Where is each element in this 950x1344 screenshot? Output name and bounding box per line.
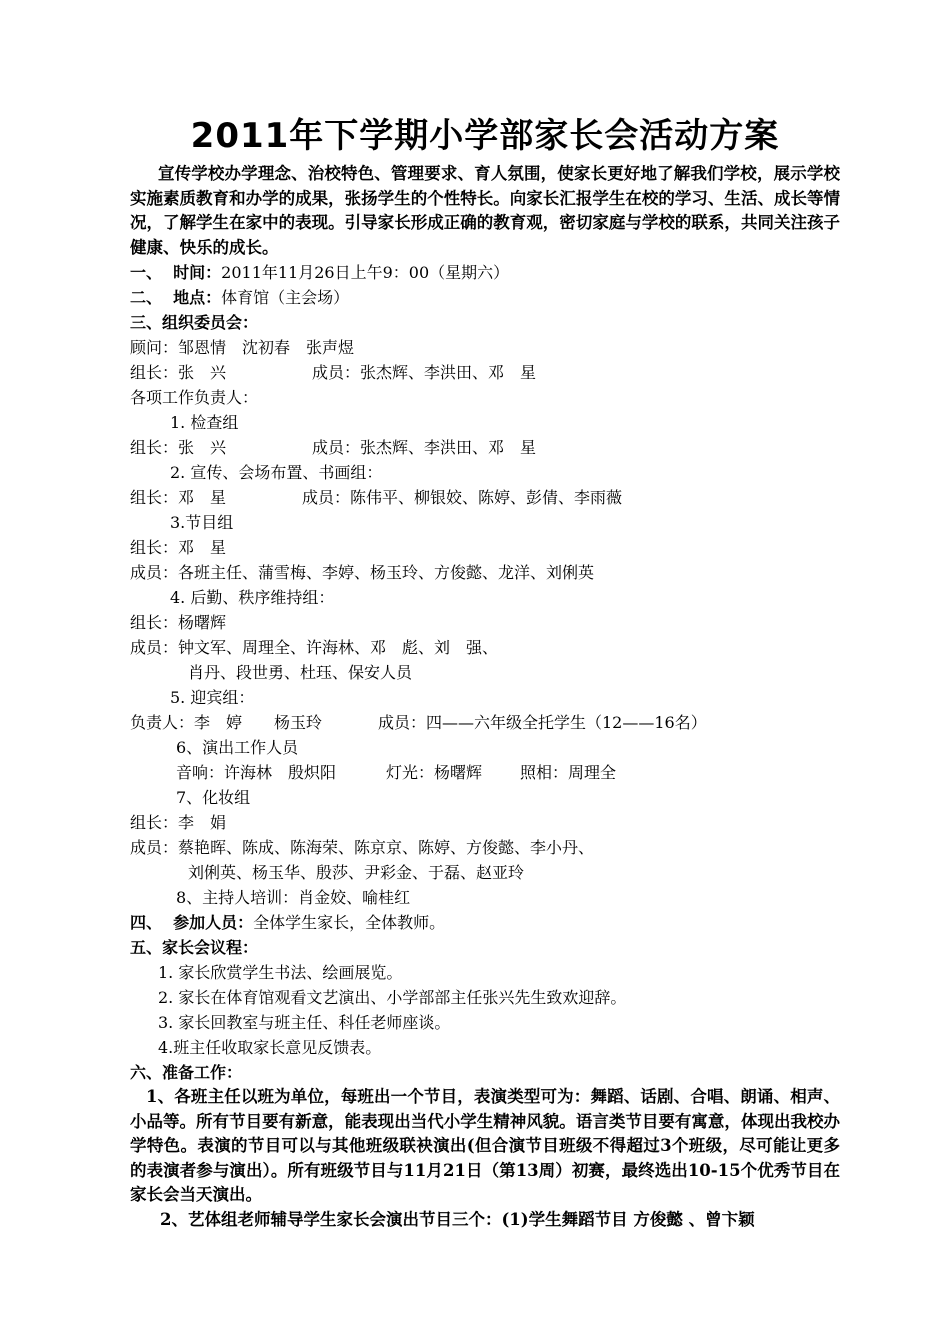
group3-leader: 组长：邓 星	[130, 538, 227, 557]
main-members: 成员：张杰辉、李洪田、邓 星	[312, 363, 537, 382]
section-place-label: 二、 地点：	[130, 288, 222, 307]
group4-name: 4. 后勤、秩序维持组：	[170, 588, 335, 607]
agenda-item-2: 2. 家长在体育馆观看文艺演出、小学部部主任张兴先生致欢迎辞。	[158, 988, 627, 1007]
section-committee-heading: 三、组织委员会：	[130, 313, 259, 332]
group2-leader: 组长：邓 星	[130, 488, 227, 507]
group3-name: 3.节目组	[170, 513, 234, 532]
group5-members: 成员：四——六年级全托学生（12——16名）	[378, 713, 707, 732]
group6-name: 6、演出工作人员	[176, 738, 299, 757]
group6-lighting: 灯光：杨曙辉	[386, 763, 483, 782]
group6-staff	[130, 760, 840, 785]
section-time-label: 一、 时间：	[130, 263, 222, 282]
group1-line	[130, 435, 840, 460]
preparation-paragraph-1: 1、各班主任以班为单位，每班出一个节目，表演类型可为：舞蹈、话剧、合唱、朗诵、相声、小品等。所有节目要有新意，能表现出当代小学生精神风貌。语言类节目要有寓意，体现出我校办学特色。表演的节目可以与其他班级联袂演出(但合演节目班级不得超过3个班级，尽可能让更多的表演者参与演出）。所有班级节目与11月21日（第13周）初赛，最终选出10-15个优秀节目在家长会当天演出。	[130, 1087, 840, 1204]
group7-members-1: 成员：蔡艳晖、陈成、陈海荣、陈京京、陈婷、方俊懿、李小丹、	[130, 838, 595, 857]
section-participants-label: 四、 参加人员：	[130, 913, 254, 932]
heads-label: 各项工作负责人：	[130, 388, 259, 407]
group5-leaders: 负责人：李 婷 杨玉玲	[130, 713, 323, 732]
intro-paragraph: 宣传学校办学理念、治校特色、管理要求、育人氛围，使家长更好地了解我们学校，展示学校实施素质教育和办学的成果，张扬学生的个性特长。向家长汇报学生在校的学习、生活、成长等情况，了解学生在家中的表现。引导家长形成正确的教育观，密切家庭与学校的联系，共同关注孩子健康、快乐的成长。	[130, 164, 840, 257]
agenda-item-4: 4.班主任收取家长意见反馈表。	[158, 1038, 382, 1057]
group6-photo: 照相：周理全	[520, 763, 617, 782]
section-participants-value: 全体学生家长，全体教师。	[253, 913, 446, 932]
group4-members-2: 肖丹、段世勇、杜珏、保安人员	[188, 663, 413, 682]
group2-line	[130, 485, 840, 510]
group8-host-training: 8、主持人培训：肖金姣、喻桂红	[176, 888, 411, 907]
section-place-value: 体育馆（主会场）	[221, 288, 350, 307]
document-title: 2011年下学期小学部家长会活动方案	[190, 116, 780, 156]
section-participants	[130, 910, 840, 935]
group4-members-1: 成员：钟文军、周理全、许海林、邓 彪、刘 强、	[130, 638, 499, 657]
group7-leader: 组长：李 娟	[130, 813, 227, 832]
group3-members: 成员：各班主任、蒲雪梅、李婷、杨玉玲、方俊懿、龙洋、刘俐英	[130, 563, 595, 582]
group6-sound: 音响：许海林 殷炽阳	[176, 763, 337, 782]
agenda-item-1: 1. 家长欣赏学生书法、绘画展览。	[158, 963, 403, 982]
group7-members-2: 刘俐英、杨玉华、殷莎、尹彩金、于磊、赵亚玲	[188, 863, 525, 882]
group1-members: 成员：张杰辉、李洪田、邓 星	[312, 438, 537, 457]
preparation-paragraph-2: 2、艺体组老师辅导学生家长会演出节目三个：(1)学生舞蹈节目 方俊懿 、曾卞颖	[160, 1209, 755, 1229]
section-agenda-heading: 五、家长会议程：	[130, 938, 259, 957]
section-time-value: 2011年11月26日上午9：00（星期六）	[221, 263, 510, 282]
agenda-item-3: 3. 家长回教室与班主任、科任老师座谈。	[158, 1013, 451, 1032]
group2-name: 2. 宣传、会场布置、书画组：	[170, 463, 383, 482]
group4-leader: 组长：杨曙辉	[130, 613, 227, 632]
section-place	[130, 285, 840, 310]
document-page	[130, 112, 840, 1232]
section-preparation-heading: 六、准备工作：	[130, 1063, 243, 1082]
group7-name: 7、化妆组	[176, 788, 251, 807]
main-leader-line	[130, 360, 840, 385]
group1-name: 1. 检查组	[170, 413, 239, 432]
main-leader: 组长：张 兴	[130, 363, 227, 382]
group1-leader: 组长：张 兴	[130, 438, 227, 457]
group5-name: 5. 迎宾组：	[170, 688, 255, 707]
advisors-line: 顾问：邹恩情 沈初春 张声煜	[130, 338, 355, 357]
group2-members: 成员：陈伟平、柳银姣、陈婷、彭倩、李雨薇	[302, 488, 623, 507]
section-time	[130, 260, 840, 285]
group5-line	[130, 710, 840, 735]
